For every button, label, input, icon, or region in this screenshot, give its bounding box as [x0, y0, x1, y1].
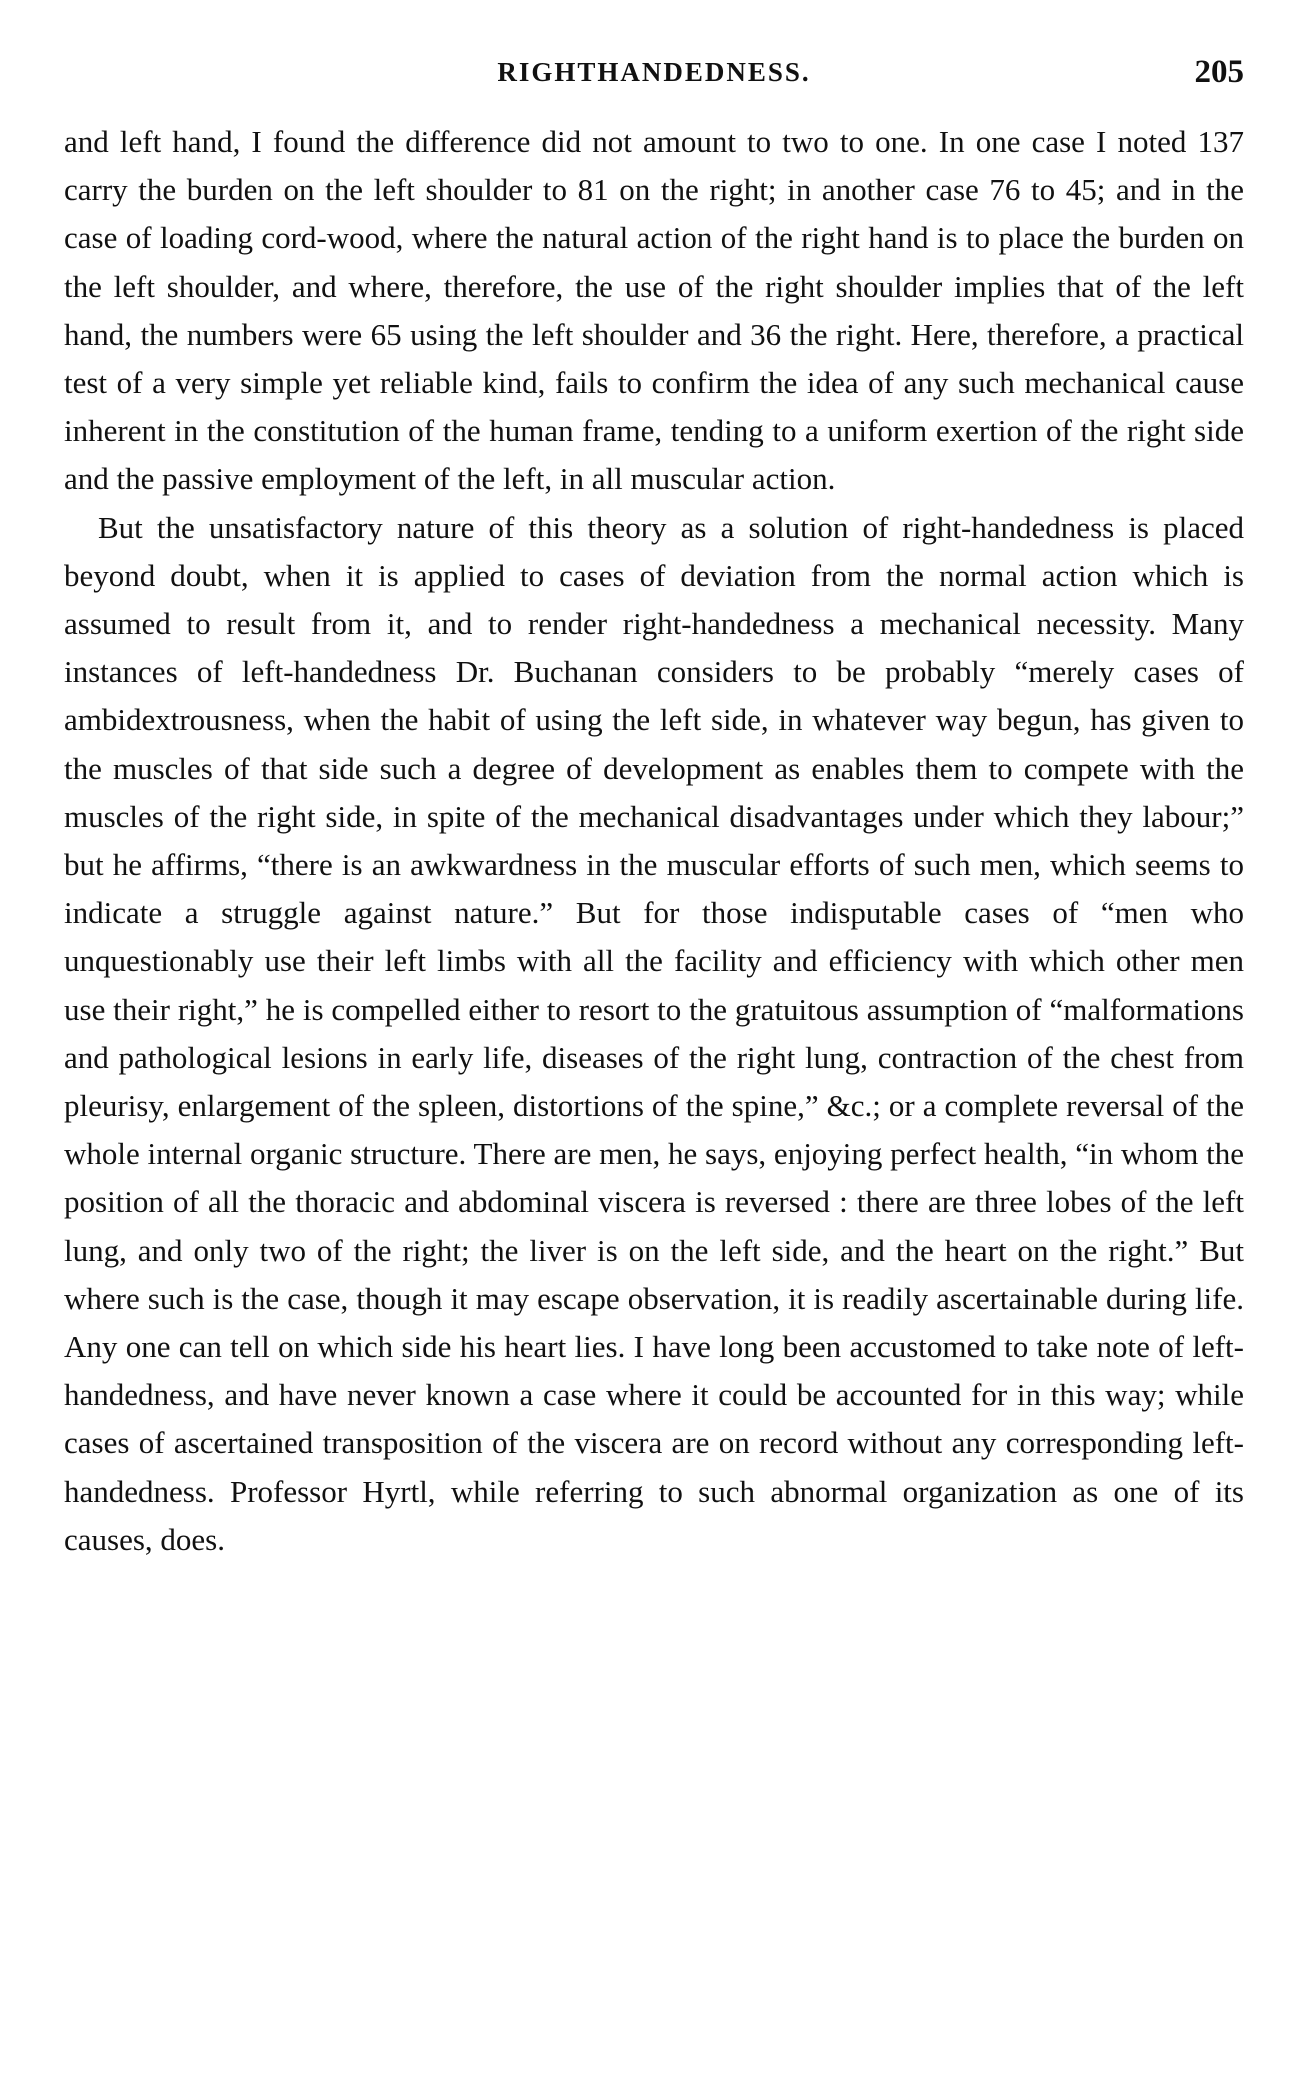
- running-head: [64, 50, 1244, 94]
- running-title: RIGHTHANDEDNESS.: [497, 57, 811, 87]
- paragraph-continuation: and left hand, I found the difference did not amount to two to one. In one case I noted 137 carry the burden on the left shoulder to 81 on the right; in another case 76 to 45; and in the case of loading cord-wood, where the natural action of the right hand is to place the burden on the left shoulder, and where, therefore, the use of the right shoulder implies that of the left hand, the numbers were 65 using the left shoulder and 36 the right. Here, therefore, a practical test of a very simple yet reliable kind, fails to confirm the idea of any such mechanical cause inherent in the constitution of the human frame, tending to a uniform exertion of the right side and the passive employment of the left, in all muscular action.: [64, 124, 1244, 497]
- paragraph-buchanan: But the unsatisfactory nature of this theory as a solution of right-handedness is placed beyond doubt, when it is applied to cases of deviation from the normal action which is assumed to result from it, and to render right-handedness a mechanical necessity. Many instances of left-handedness Dr. Buchanan considers to be probably “merely cases of ambidextrousness, when the habit of using the left side, in whatever way begun, has given to the muscles of that side such a degree of development as enables them to compete with the muscles of the right side, in spite of the mechanical disadvantages under which they labour;” but he affirms, “there is an awkwardness in the muscular efforts of such men, which seems to indicate a struggle against nature.” But for those indisputable cases of “men who unquestionably use their left limbs with all the facility and efficiency with which other men use their right,” he is compelled either to resort to the gratuitous assumption of “malformations and pathological lesions in early life, diseases of the right lung, contraction of the chest from pleurisy, enlargement of the spleen, distortions of the spine,” &c.; or a complete reversal of the whole internal organic structure. There are men, he says, enjoying perfect health, “in whom the position of all the thoracic and abdominal viscera is reversed : there are three lobes of the left lung, and only two of the right; the liver is on the left side, and the heart on the right.” But where such is the case, though it may escape observation, it is readily ascertainable during life. Any one can tell on which side his heart lies. I have long been accustomed to take note of left-handedness, and have never known a case where it could be accounted for in this way; while cases of ascertained transposition of the viscera are on record without any corresponding left-handedness. Professor Hyrtl, while referring to such abnormal organization as one of its causes, does.: [64, 509, 1244, 1557]
- page-number: 205: [1194, 54, 1244, 90]
- body-text: [64, 118, 1244, 1564]
